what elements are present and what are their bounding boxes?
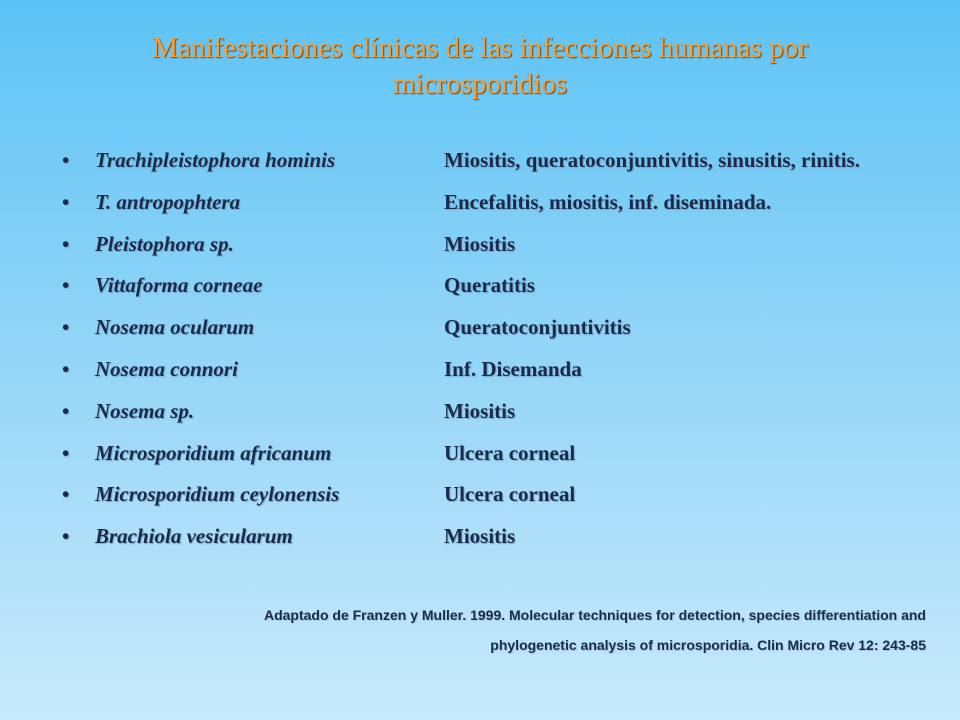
clinical-manifestation: Miositis bbox=[444, 524, 516, 549]
species-name: Pleistophora sp. bbox=[95, 231, 234, 256]
slide-title-line-2: microsporidios bbox=[393, 68, 567, 100]
species-name: Vittaforma corneae bbox=[95, 273, 263, 298]
clinical-manifestation: Ulcera corneal bbox=[444, 482, 576, 507]
bullet-icon: • bbox=[62, 231, 70, 256]
list-item bbox=[60, 225, 940, 267]
list-item bbox=[60, 392, 940, 434]
clinical-manifestation: Queratoconjuntivitis bbox=[444, 315, 631, 340]
list-item bbox=[60, 183, 940, 225]
citation bbox=[96, 600, 926, 660]
bullet-icon: • bbox=[62, 315, 70, 340]
bullet-icon: • bbox=[62, 482, 70, 507]
bullet-icon: • bbox=[62, 148, 70, 172]
bullet-icon: • bbox=[62, 189, 70, 214]
list-item bbox=[60, 266, 940, 308]
clinical-manifestation: Ulcera corneal bbox=[444, 440, 576, 465]
species-name: T. antropophtera bbox=[95, 189, 241, 214]
species-name: Nosema ocularum bbox=[95, 315, 255, 340]
list-item bbox=[60, 141, 940, 183]
list-item bbox=[60, 350, 940, 392]
species-name: Nosema connori bbox=[95, 356, 238, 381]
list-item bbox=[60, 475, 940, 517]
species-name: Microsporidium africanum bbox=[95, 440, 332, 465]
list-item bbox=[60, 434, 940, 476]
citation-line-1: Adaptado de Franzen y Muller. 1999. Molecular techniques for detection, species differentiation and bbox=[263, 607, 926, 623]
species-name: Nosema sp. bbox=[95, 398, 195, 423]
list-item bbox=[60, 517, 940, 559]
clinical-manifestation: Miositis, queratoconjuntivitis, sinusitis, rinitis. bbox=[444, 148, 860, 172]
slide-title bbox=[60, 30, 900, 102]
bullet-icon: • bbox=[62, 398, 70, 423]
clinical-manifestation: Miositis bbox=[444, 398, 516, 423]
manifestations-list bbox=[60, 141, 940, 559]
bullet-icon: • bbox=[62, 273, 70, 298]
bullet-icon: • bbox=[62, 356, 70, 381]
bullet-icon: • bbox=[62, 524, 70, 549]
clinical-manifestation: Encefalitis, miositis, inf. diseminada. bbox=[444, 189, 772, 214]
species-name: Trachipleistophora hominis bbox=[95, 148, 336, 172]
bullet-icon: • bbox=[62, 440, 70, 465]
species-name: Microsporidium ceylonensis bbox=[95, 482, 340, 507]
clinical-manifestation: Inf. Disemanda bbox=[444, 356, 582, 381]
clinical-manifestation: Queratitis bbox=[444, 273, 535, 298]
citation-line-2: phylogenetic analysis of microsporidia. Clin Micro Rev 12: 243-85 bbox=[490, 637, 926, 653]
list-item bbox=[60, 308, 940, 350]
slide-title-line-1: Manifestaciones clínicas de las infecciones humanas por bbox=[152, 32, 808, 64]
species-name: Brachiola vesicularum bbox=[95, 524, 293, 549]
clinical-manifestation: Miositis bbox=[444, 231, 516, 256]
